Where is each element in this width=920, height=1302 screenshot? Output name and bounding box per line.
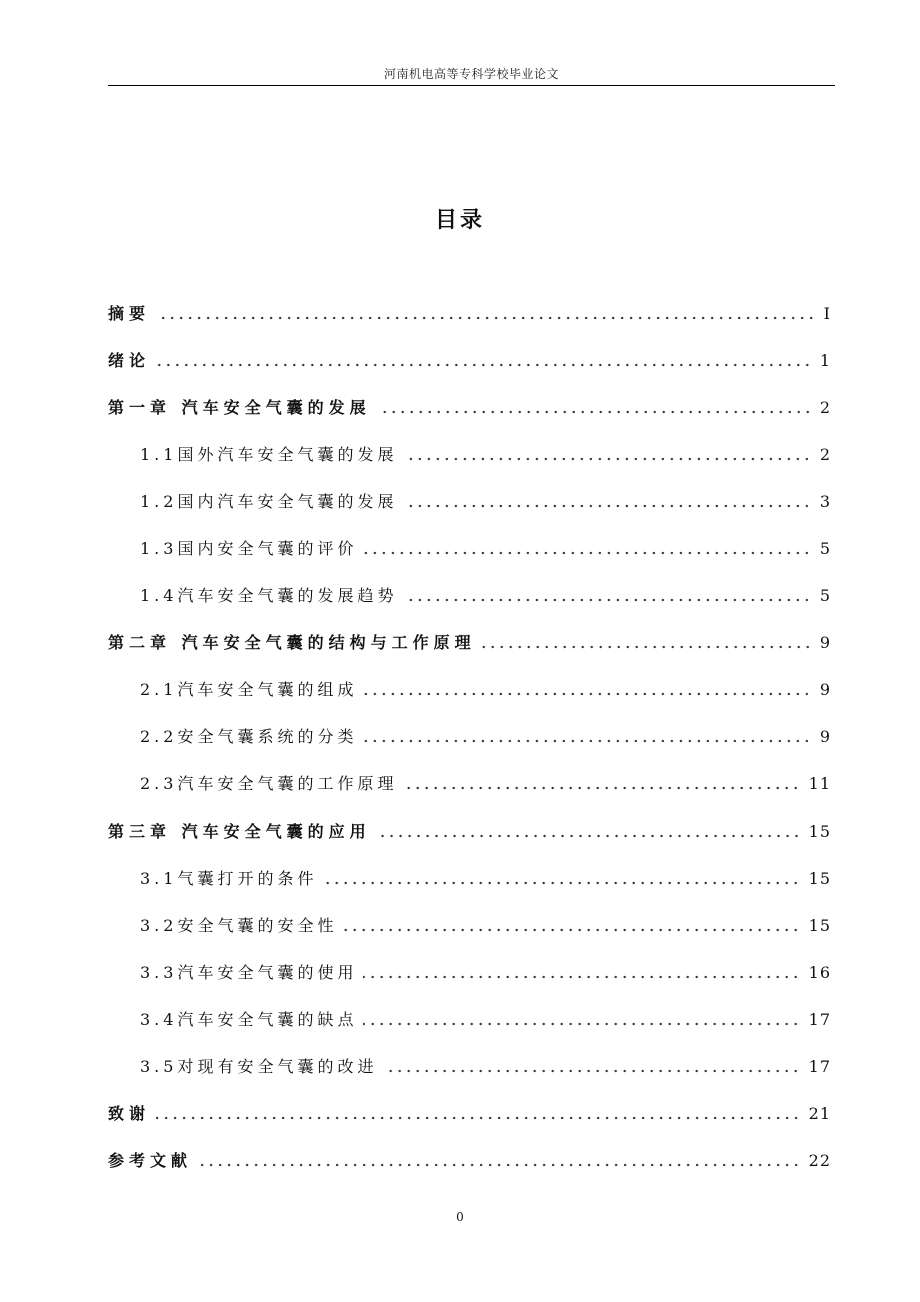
toc-entry-page-number: 5 [819, 586, 831, 606]
toc-entry-label: 1.3国内安全气囊的评价 [140, 539, 358, 559]
toc-entry-label: 3.4汽车安全气囊的缺点 [140, 1009, 358, 1029]
toc-entry-label: 第三章 汽车安全气囊的应用 [108, 821, 371, 841]
toc-entry-label: 致谢 [108, 1104, 151, 1124]
toc-entry-label: 第二章 汽车安全气囊的结构与工作原理 [108, 633, 476, 653]
toc-entry-page-number: 2 [819, 397, 831, 417]
toc-entry-page-number: 9 [819, 633, 831, 653]
toc-entry[interactable] [108, 949, 831, 996]
toc-entry-page-number: 15 [808, 821, 831, 841]
toc-entry-page-number: 15 [808, 915, 831, 935]
toc-entry-page-number: 9 [819, 680, 831, 700]
toc-entry[interactable] [108, 1091, 831, 1138]
toc-dot-leader [363, 551, 811, 555]
toc-entry-page-number: 9 [819, 727, 831, 747]
toc-dot-leader [156, 1116, 801, 1120]
toc-entry-label: 参考文献 [108, 1151, 193, 1171]
toc-entry-page-number: 2 [819, 444, 831, 464]
toc-dot-leader [156, 316, 816, 320]
toc-dot-leader [403, 598, 811, 602]
toc-entry-label: 3.2安全气囊的安全性 [140, 915, 338, 935]
table-of-contents [108, 290, 831, 1185]
toc-entry-page-number: 16 [808, 962, 831, 982]
toc-entry-label: 摘要 [108, 303, 151, 323]
toc-dot-leader [482, 645, 812, 649]
toc-dot-leader [343, 928, 800, 932]
toc-entry[interactable] [108, 525, 831, 572]
toc-dot-leader [377, 410, 812, 414]
toc-entry-label: 第一章 汽车安全气囊的发展 [108, 397, 371, 417]
toc-entry-label: 1.1国外汽车安全气囊的发展 [140, 444, 398, 464]
toc-entry[interactable] [108, 996, 831, 1043]
toc-entry-page-number: 17 [808, 1057, 831, 1077]
toc-entry-page-number: 11 [808, 774, 831, 794]
toc-entry-label: 2.1汽车安全气囊的组成 [140, 680, 358, 700]
toc-dot-leader [323, 881, 800, 885]
toc-entry[interactable] [108, 431, 831, 478]
toc-entry[interactable] [108, 1138, 831, 1185]
toc-dot-leader [198, 1163, 801, 1167]
toc-entry-page-number: 5 [819, 539, 831, 559]
toc-entry-page-number: 3 [819, 491, 831, 511]
toc-dot-leader [363, 692, 811, 696]
toc-dot-leader [156, 363, 812, 367]
toc-entry[interactable] [108, 620, 831, 667]
toc-entry[interactable] [108, 1044, 831, 1091]
toc-entry-page-number: 15 [808, 868, 831, 888]
page-title: 目录 [434, 208, 485, 233]
toc-entry-label: 2.2安全气囊系统的分类 [140, 727, 358, 747]
page-header [108, 63, 835, 86]
toc-entry[interactable] [108, 667, 831, 714]
toc-entry-label: 1.2国内汽车安全气囊的发展 [140, 491, 398, 511]
header-text: 河南机电高等专科学校毕业论文 [383, 67, 559, 81]
toc-entry-label: 绪论 [108, 350, 151, 370]
toc-entry[interactable] [108, 761, 831, 808]
page-number: 0 [456, 1210, 464, 1224]
toc-entry[interactable] [108, 384, 831, 431]
toc-entry[interactable] [108, 337, 831, 384]
toc-entry[interactable] [108, 855, 831, 902]
toc-dot-leader [403, 457, 811, 461]
toc-entry-page-number: 17 [808, 1009, 831, 1029]
toc-entry-page-number: I [823, 303, 831, 323]
toc-dot-leader [383, 1069, 800, 1073]
toc-entry-label: 3.3汽车安全气囊的使用 [140, 962, 358, 982]
toc-entry[interactable] [108, 478, 831, 525]
toc-dot-leader [377, 834, 801, 838]
toc-dot-leader [363, 739, 811, 743]
toc-entry-label: 2.3汽车安全气囊的工作原理 [140, 774, 398, 794]
toc-entry-label: 3.1气囊打开的条件 [140, 868, 318, 888]
page-footer [0, 1207, 920, 1227]
toc-entry-page-number: 1 [819, 350, 831, 370]
toc-dot-leader [363, 1022, 800, 1026]
toc-entry[interactable] [108, 714, 831, 761]
toc-entry-page-number: 21 [808, 1104, 831, 1124]
toc-entry[interactable] [108, 290, 831, 337]
toc-entry[interactable] [108, 573, 831, 620]
toc-dot-leader [363, 975, 800, 979]
toc-entry-page-number: 22 [808, 1151, 831, 1171]
toc-entry-label: 3.5对现有安全气囊的改进 [140, 1057, 378, 1077]
toc-entry[interactable] [108, 808, 831, 855]
toc-entry[interactable] [108, 902, 831, 949]
toc-entry-label: 1.4汽车安全气囊的发展趋势 [140, 586, 398, 606]
toc-dot-leader [403, 786, 800, 790]
toc-dot-leader [403, 504, 811, 508]
